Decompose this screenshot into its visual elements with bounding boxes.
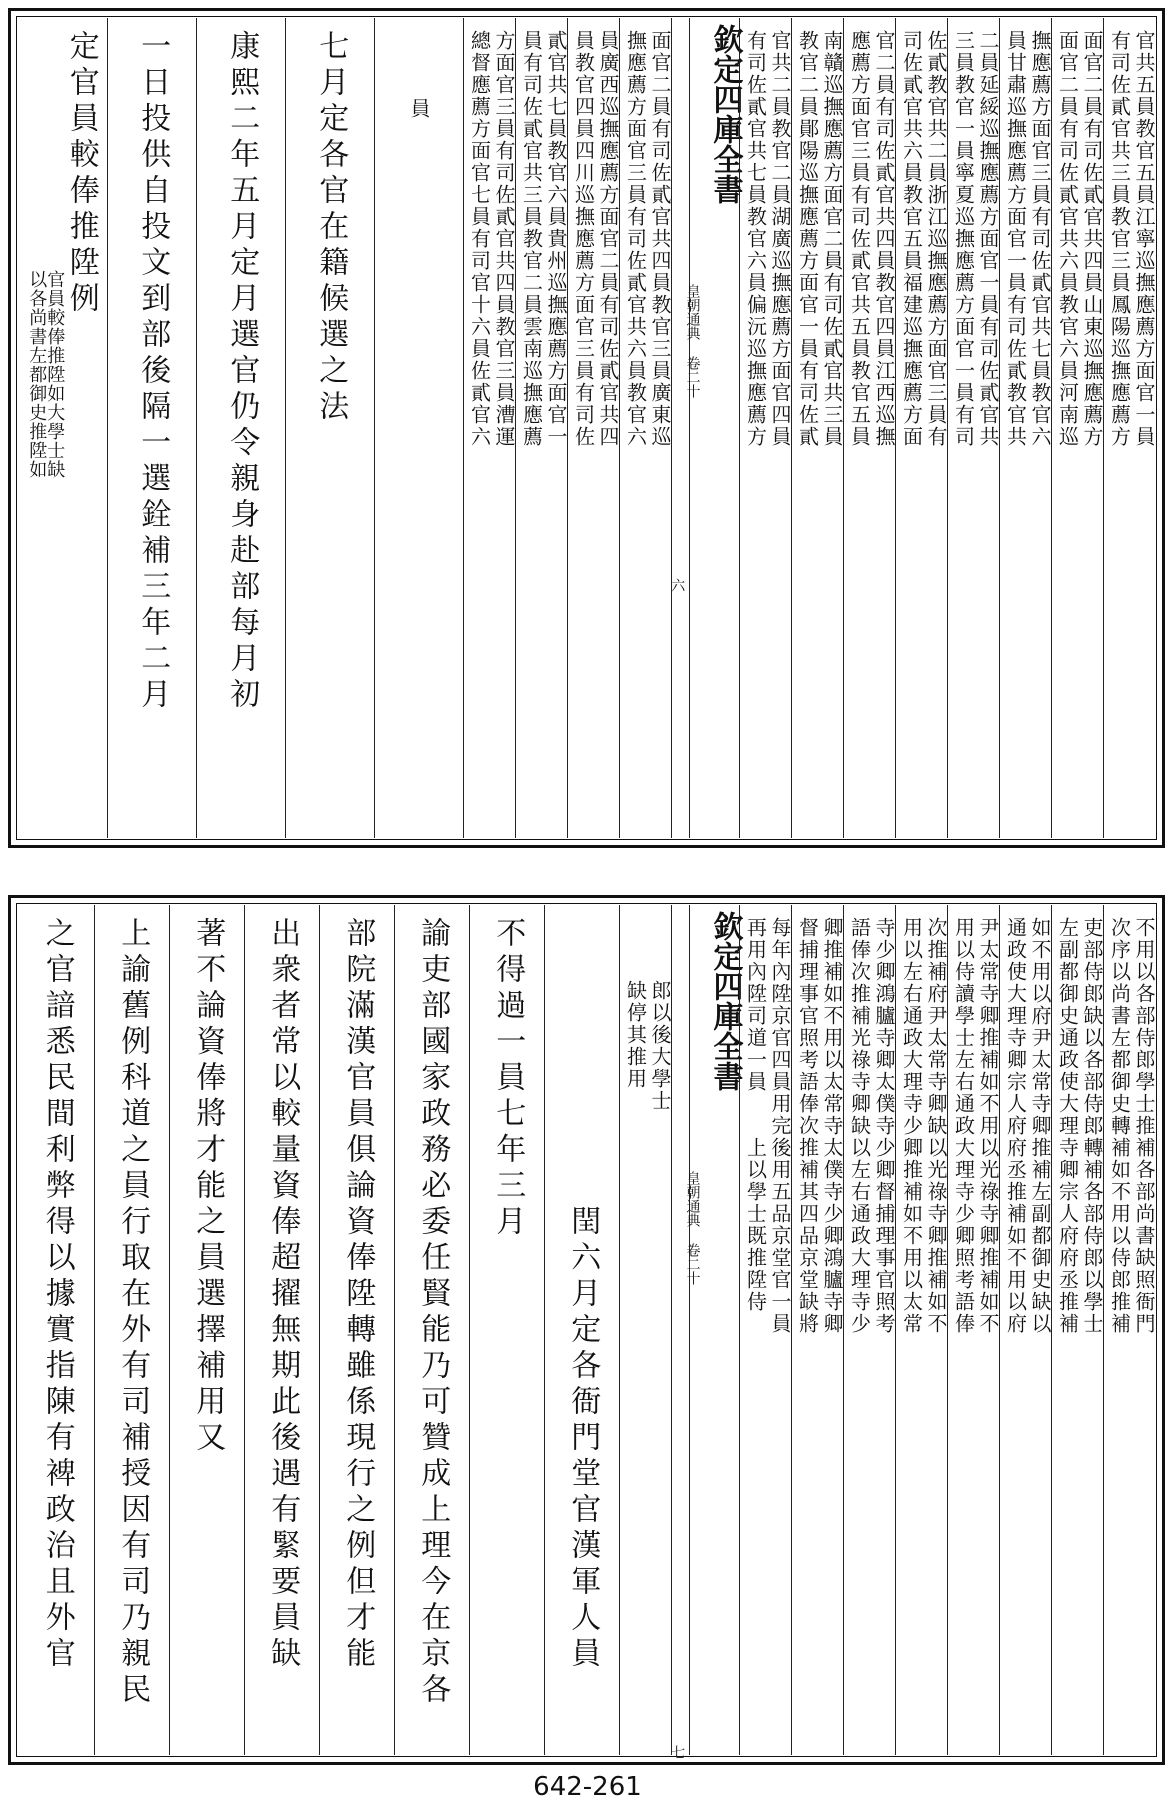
text-line: 定官員較俸推陞例 xyxy=(63,30,99,318)
annotation-line: 二員延綏巡撫應薦方面官一員有司佐貳官共 xyxy=(976,30,1000,448)
annotation-line: 吏部侍郎缺以各部侍郎轉補各部侍郎以學士 xyxy=(1080,917,1104,1335)
text-column xyxy=(18,18,107,838)
annotation-column xyxy=(947,905,999,1755)
chapter-label: 皇朝通典 卷二十 xyxy=(684,284,701,398)
text-line: 上諭舊例科道之員行取在外有司補授因有司乃親民 xyxy=(115,917,151,1709)
text-column xyxy=(394,905,469,1755)
annotation-column xyxy=(515,18,567,838)
annotation-line: 用以侍讀學士左右通政大理寺少卿照考語俸 xyxy=(951,917,976,1335)
annotation-column xyxy=(567,18,619,838)
lower-page xyxy=(8,895,1165,1765)
annotation-line: 應薦方面官三員有司佐貳官共五員教官五員 xyxy=(847,30,872,448)
annotation-line: 通政使大理寺卿宗人府府丞推補如不用以府 xyxy=(1003,917,1028,1335)
annotation-line: 官共二員教官二員湖廣巡撫應薦方面官四員 xyxy=(768,30,792,448)
annotation-line: 司佐貳官共六員教官五員福建巡撫應薦方面 xyxy=(899,30,924,448)
annotation-line: 官二員有司佐貳官共四員教官四員江西巡撫 xyxy=(872,30,896,448)
annotation-column xyxy=(1103,18,1155,838)
annotation-line: 員教官四員四川巡撫應薦方面官三員有司佐 xyxy=(571,30,596,448)
annotation-column xyxy=(1051,905,1103,1755)
annotation-line: 撫應薦方面官三員有司佐貳官共七員教官六 xyxy=(1028,30,1052,448)
lower-page-columns xyxy=(18,905,1156,1760)
annotation-line: 再用內陞司道一員 上以學士既推陞侍 xyxy=(743,917,768,1313)
text-line: 不得過一員七年三月 xyxy=(490,917,526,1241)
center-banner xyxy=(684,18,743,838)
book-title: 欽定四庫全書 xyxy=(707,911,743,1091)
annotation-line: 郎以後大學士 xyxy=(648,980,672,1112)
annotation-column xyxy=(1103,905,1155,1755)
annotation-line: 每年內陞京官四員用完後用五品京堂官一員 xyxy=(768,917,792,1335)
text-line: 出衆者常以較量資俸超擢無期此後遇有緊要員缺 xyxy=(265,917,301,1673)
annotation-line: 左副都御史通政使大理寺卿宗人府府丞推補 xyxy=(1055,917,1080,1335)
upper-page-columns xyxy=(18,18,1155,838)
annotation-line: 有司佐貳官共七員教官六員偏沅巡撫應薦方 xyxy=(743,30,768,448)
text-column xyxy=(196,18,285,838)
text-line: 康熙二年五月定月選官仍令親身赴部每月初 xyxy=(224,30,260,714)
book-title: 欽定四庫全書 xyxy=(707,24,743,204)
text-column xyxy=(169,905,244,1755)
annotation-column xyxy=(619,18,671,838)
text-line: 之官諳悉民間利弊得以據實指陳有裨政治且外官 xyxy=(39,917,75,1673)
annotation-column xyxy=(463,18,515,838)
annotation-line: 員廣西巡撫應薦方面官二員有司佐貳官共四 xyxy=(596,30,620,448)
annotation-line: 面官二員有司佐貳官共六員教官六員河南巡 xyxy=(1055,30,1080,448)
annotation-column xyxy=(843,18,895,838)
annotation-column xyxy=(895,905,947,1755)
page-number: 七 xyxy=(669,1745,686,1760)
annotation-line: 撫應薦方面官三員有司佐貳官共六員教官六 xyxy=(623,30,648,448)
annotation-column xyxy=(619,905,671,1755)
text-line: 七月定各官在籍候選之法 xyxy=(313,30,349,426)
annotation-column xyxy=(999,18,1051,838)
annotation-line: 次序以尚書左都御史轉補如不用以侍郎推補 xyxy=(1107,917,1132,1335)
text-column xyxy=(319,905,394,1755)
annotation-line: 尹太常寺卿推補如不用以光祿寺卿推補如不 xyxy=(976,917,1000,1335)
annotation-line: 督捕理事官照考語俸次推補其四品京堂缺將 xyxy=(795,917,820,1335)
annotation-line: 方面官三員有司佐貳官共四員教官三員漕運 xyxy=(492,30,516,448)
annotation-line: 員有司佐貳官共三員教官二員雲南巡撫應薦 xyxy=(519,30,544,448)
upper-page xyxy=(8,8,1165,848)
note-line: 官員較俸推陞如大學士缺 xyxy=(44,270,66,479)
text-line: 諭吏部國家政務必委任賢能乃可贊成上理今在京各 xyxy=(415,917,451,1709)
annotation-column xyxy=(739,18,791,838)
text-column xyxy=(374,18,463,838)
text-line: 部院滿漢官員俱論資俸陞轉雖係現行之例但才能 xyxy=(340,917,376,1673)
annotation-line: 南贛巡撫應薦方面官二員有司佐貳官共三員 xyxy=(820,30,844,448)
text-line: 一日投供自投文到部後隔一選銓補三年二月 xyxy=(135,30,171,714)
annotation-column xyxy=(999,905,1051,1755)
annotation-line: 用以左右通政大理寺少卿推補如不用以太常 xyxy=(899,917,924,1335)
chapter-label: 皇朝通典 卷二十 xyxy=(684,1171,701,1285)
annotation-line: 三員教官一員寧夏巡撫應薦方面官一員有司 xyxy=(951,30,976,448)
annotation-column xyxy=(1051,18,1103,838)
annotation-line: 佐貳教官共二員浙江巡撫應薦方面官三員有 xyxy=(924,30,948,448)
annotation-column xyxy=(895,18,947,838)
annotation-line: 有司佐貳官共三員教官三員鳳陽巡撫應薦方 xyxy=(1107,30,1132,448)
text-column xyxy=(107,18,196,838)
annotation-column xyxy=(739,905,791,1755)
text-column xyxy=(544,905,619,1755)
text-line: 員 xyxy=(407,98,431,120)
annotation-column xyxy=(947,18,999,838)
text-column xyxy=(285,18,374,838)
folio-number: 642-261 xyxy=(533,1772,642,1802)
annotation-line: 寺少卿鴻臚寺卿太僕寺少卿督捕理事官照考 xyxy=(872,917,896,1335)
text-column xyxy=(244,905,319,1755)
annotation-line: 官共五員教官五員江寧巡撫應薦方面官一員 xyxy=(1132,30,1156,448)
text-line: 著不論資俸將才能之員選擇補用又 xyxy=(190,917,226,1457)
annotation-line: 如不用以府尹太常寺卿推補左副都御史缺以 xyxy=(1028,917,1052,1335)
annotation-column xyxy=(843,905,895,1755)
annotation-line: 不用以各部侍郎學士推補各部尚書缺照衙門 xyxy=(1132,917,1156,1335)
annotation-column xyxy=(791,18,843,838)
text-column xyxy=(19,905,94,1755)
annotation-line: 缺停其推用 xyxy=(623,980,648,1090)
annotation-line: 語俸次推補光祿寺卿缺以左右通政大理寺少 xyxy=(847,917,872,1335)
annotation-line: 面官二員有司佐貳官共四員教官三員廣東巡 xyxy=(648,30,672,448)
note-line: 以各尚書左都御史推陞如 xyxy=(26,270,48,479)
annotation-line: 貳官共七員教官六員貴州巡撫應薦方面官一 xyxy=(544,30,568,448)
text-line: 閏六月定各衙門堂官漢軍人員 xyxy=(565,1205,601,1673)
annotation-line: 面官二員有司佐貳官共四員山東巡撫應薦方 xyxy=(1080,30,1104,448)
annotation-line: 卿推補如不用以太常寺太僕寺少卿鴻臚寺卿 xyxy=(820,917,844,1335)
text-column xyxy=(469,905,544,1755)
center-banner xyxy=(684,905,743,1755)
page-number: 六 xyxy=(669,578,686,593)
annotation-line: 教官二員鄖陽巡撫應薦方面官一員有司佐貳 xyxy=(795,30,820,448)
annotation-column xyxy=(791,905,843,1755)
annotation-line: 員甘肅巡撫應薦方面官一員有司佐貳教官共 xyxy=(1003,30,1028,448)
annotation-line: 次推補府尹太常寺卿缺以光祿寺卿推補如不 xyxy=(924,917,948,1335)
annotation-line: 總督應薦方面官七員有司官十六員佐貳官六 xyxy=(467,30,492,448)
text-column xyxy=(94,905,169,1755)
